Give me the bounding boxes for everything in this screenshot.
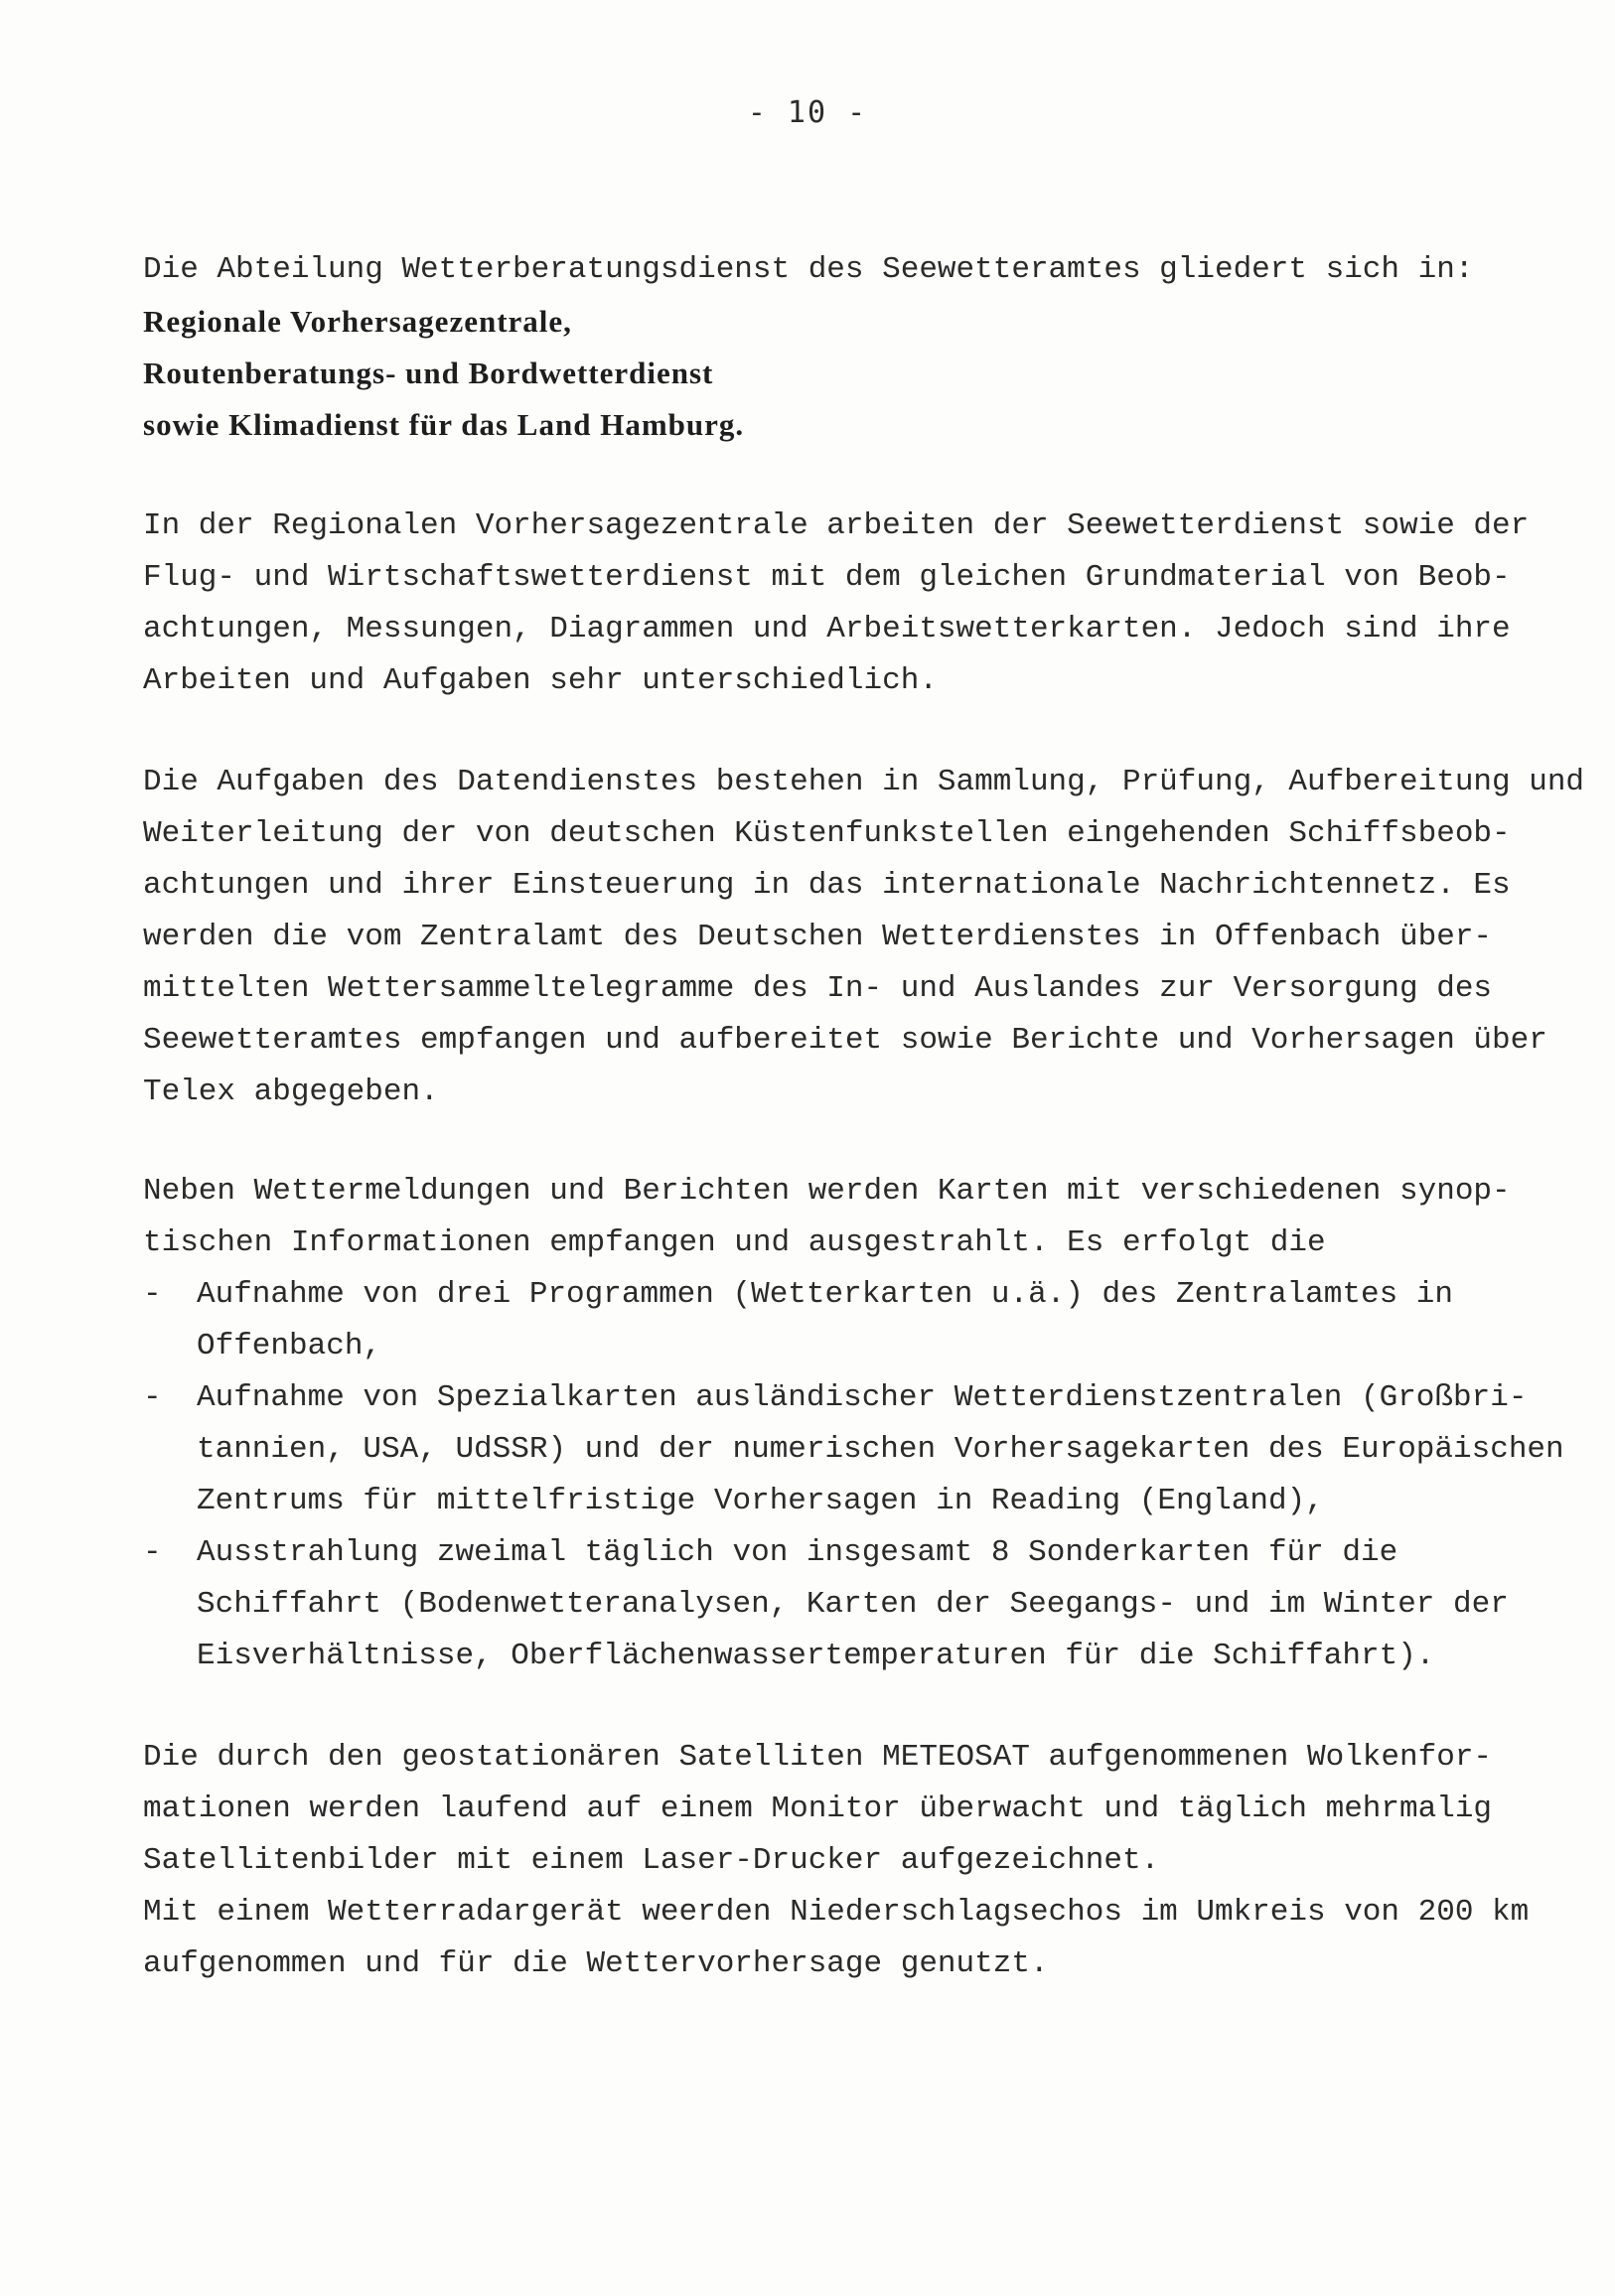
paragraph-line: Neben Wettermeldungen und Berichten werden Karten mit verschiedenen synop-: [143, 1174, 1511, 1209]
paragraph-line: tischen Informationen empfangen und ausgestrahlt. Es erfolgt die: [143, 1225, 1326, 1260]
paragraph-line: Weiterleitung der von deutschen Küstenfunkstellen eingehenden Schiffsbeob-: [143, 816, 1511, 851]
paragraph-line: mationen werden laufend auf einem Monitor überwacht und täglich mehrmalig: [143, 1792, 1493, 1826]
list-item-line: Zentrums für mittelfristige Vorhersagen in Reading (England),: [197, 1484, 1324, 1518]
paragraph-line: aufgenommen und für die Wettervorhersage genutzt.: [143, 1946, 1049, 1981]
paragraph-line: achtungen, Messungen, Diagrammen und Arbeitswetterkarten. Jedoch sind ihre: [143, 612, 1511, 646]
list-item-line: Schiffahrt (Bodenwetteranalysen, Karten der Seegangs- und im Winter der: [197, 1587, 1509, 1622]
bold-heading-line: Routenberatungs- und Bordwetterdienst: [143, 356, 714, 390]
list-item-line: Offenbach,: [197, 1329, 382, 1363]
list-item-line: Eisverhältnisse, Oberflächenwassertemperaturen für die Schiffahrt).: [197, 1639, 1435, 1673]
intro-line: Die Abteilung Wetterberatungsdienst des Seewetteramtes gliedert sich in:: [143, 252, 1474, 287]
paragraph-line: Die durch den geostationären Satelliten METEOSAT aufgenommenen Wolkenfor-: [143, 1740, 1493, 1775]
list-bullet-dash: -: [143, 1277, 162, 1312]
paragraph-line: Telex abgegeben.: [143, 1075, 439, 1109]
bold-heading-line: sowie Klimadienst für das Land Hamburg.: [143, 407, 745, 442]
list-item-line: tannien, USA, UdSSR) und der numerischen Vorhersagekarten des Europäischen: [197, 1432, 1564, 1467]
page-number: - 10 -: [747, 95, 868, 130]
paragraph-line: Satellitenbilder mit einem Laser-Drucker aufgezeichnet.: [143, 1843, 1160, 1878]
paragraph-line: mittelten Wettersammeltelegramme des In- und Auslandes zur Versorgung des: [143, 971, 1493, 1006]
bold-heading-line: Regionale Vorhersagezentrale,: [143, 304, 572, 339]
list-bullet-dash: -: [143, 1535, 162, 1570]
list-item-line: Ausstrahlung zweimal täglich von insgesamt 8 Sonderkarten für die: [197, 1535, 1398, 1570]
list-item-line: Aufnahme von Spezialkarten ausländischer Wetterdienstzentralen (Großbri-: [197, 1380, 1528, 1415]
paragraph-line: werden die vom Zentralamt des Deutschen Wetterdienstes in Offenbach über-: [143, 920, 1493, 954]
paragraph-line: Seewetteramtes empfangen und aufbereitet sowie Berichte und Vorhersagen über: [143, 1023, 1547, 1058]
list-bullet-dash: -: [143, 1380, 162, 1415]
list-item-line: Aufnahme von drei Programmen (Wetterkarten u.ä.) des Zentralamtes in: [197, 1277, 1454, 1312]
paragraph-line: Die Aufgaben des Datendienstes bestehen in Sammlung, Prüfung, Aufbereitung und: [143, 765, 1585, 799]
paragraph-line: Arbeiten und Aufgaben sehr unterschiedlich.: [143, 663, 938, 698]
paragraph-line: Mit einem Wetterradargerät weerden Niederschlagsechos im Umkreis von 200 km: [143, 1895, 1530, 1930]
paragraph-line: In der Regionalen Vorhersagezentrale arbeiten der Seewetterdienst sowie der: [143, 508, 1530, 543]
paragraph-line: Flug- und Wirtschaftswetterdienst mit dem gleichen Grundmaterial von Beob-: [143, 560, 1511, 595]
paragraph-line: achtungen und ihrer Einsteuerung in das internationale Nachrichtennetz. Es: [143, 868, 1511, 903]
